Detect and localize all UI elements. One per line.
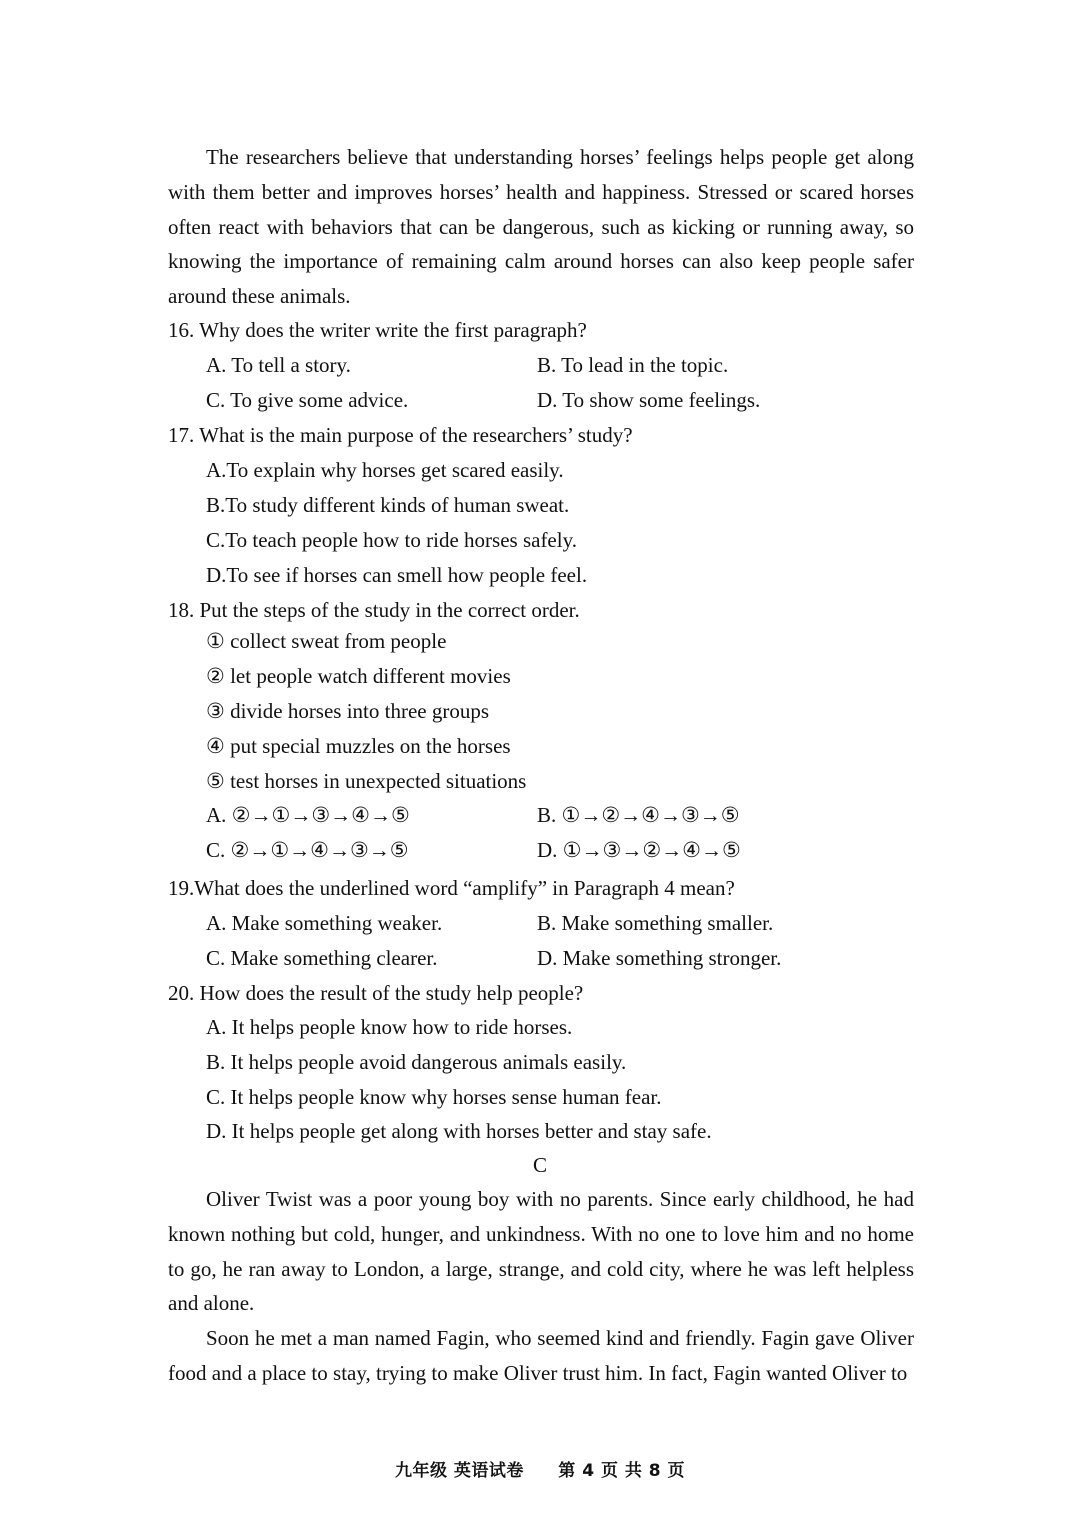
question-18-step-1: ① collect sweat from people: [206, 629, 447, 653]
question-19-option-a: A. Make something weaker.: [206, 911, 443, 935]
question-17-option-a: A.To explain why horses get scared easily.: [206, 458, 564, 482]
question-18-option-d: D. ①→③→②→④→⑤: [537, 838, 741, 862]
question-19-stem: 19.What does the underlined word “amplify” in Paragraph 4 mean?: [168, 876, 735, 900]
question-18-step-3: ③ divide horses into three groups: [206, 699, 490, 723]
question-20-option-d: D. It helps people get along with horses better and stay safe.: [206, 1119, 712, 1143]
question-19-option-b: B. Make something smaller.: [537, 911, 774, 935]
question-16-option-a: A. To tell a story.: [206, 353, 351, 377]
question-17-option-c: C.To teach people how to ride horses safely.: [206, 528, 577, 552]
question-19-option-d: D. Make something stronger.: [537, 946, 782, 970]
page-footer: [0, 1456, 1080, 1481]
question-18-stem: 18. Put the steps of the study in the correct order.: [168, 598, 580, 622]
question-18-option-b: B. ①→②→④→③→⑤: [537, 803, 740, 827]
question-18-option-c: C. ②→①→④→③→⑤: [206, 838, 409, 862]
question-18-step-4: ④ put special muzzles on the horses: [206, 734, 511, 758]
question-19-option-c: C. Make something clearer.: [206, 946, 438, 970]
question-20-stem: 20. How does the result of the study help people?: [168, 981, 584, 1005]
question-16-option-c: C. To give some advice.: [206, 388, 409, 412]
question-16-stem: 16. Why does the writer write the first paragraph?: [168, 318, 587, 342]
question-18-option-a: A. ②→①→③→④→⑤: [206, 803, 410, 827]
section-c-paragraph-2: Soon he met a man named Fagin, who seemed kind and friendly. Fagin gave Oliver food and a place to stay, trying to make Oliver trust him. In fact, Fagin wanted Oliver to: [168, 1326, 914, 1385]
question-20-option-c: C. It helps people know why horses sense human fear.: [206, 1085, 662, 1109]
question-17-option-d: D.To see if horses can smell how people feel.: [206, 563, 588, 587]
footer-exam-title: 九年级 英语试卷: [394, 1461, 524, 1481]
question-20-option-a: A. It helps people know how to ride horses.: [206, 1015, 573, 1039]
question-17-option-b: B.To study different kinds of human sweat.: [206, 493, 570, 517]
question-16-option-b: B. To lead in the topic.: [537, 353, 729, 377]
question-20-option-b: B. It helps people avoid dangerous animals easily.: [206, 1050, 627, 1074]
footer-page-number: 第 4 页 共 8 页: [558, 1461, 686, 1481]
question-18-step-2: ② let people watch different movies: [206, 664, 511, 688]
question-16-option-d: D. To show some feelings.: [537, 388, 761, 412]
passage-b-paragraph: The researchers believe that understanding horses’ feelings helps people get along with them better and improves horses’ health and happiness. Stressed or scared horses often react with behaviors that can be dangerous, such as kicking or running away, so knowing the importance of remaining calm around horses can also keep people safer around these animals.: [168, 145, 914, 309]
section-c-paragraph-1: Oliver Twist was a poor young boy with no parents. Since early childhood, he had known nothing but cold, hunger, and unkindness. With no one to love him and no home to go, he ran away to London, a large, strange, and cold city, where he was left helpless and alone.: [168, 1187, 914, 1316]
section-c-heading: C: [532, 1153, 547, 1177]
question-17-stem: 17. What is the main purpose of the researchers’ study?: [168, 423, 633, 447]
question-18-step-5: ⑤ test horses in unexpected situations: [206, 769, 527, 793]
